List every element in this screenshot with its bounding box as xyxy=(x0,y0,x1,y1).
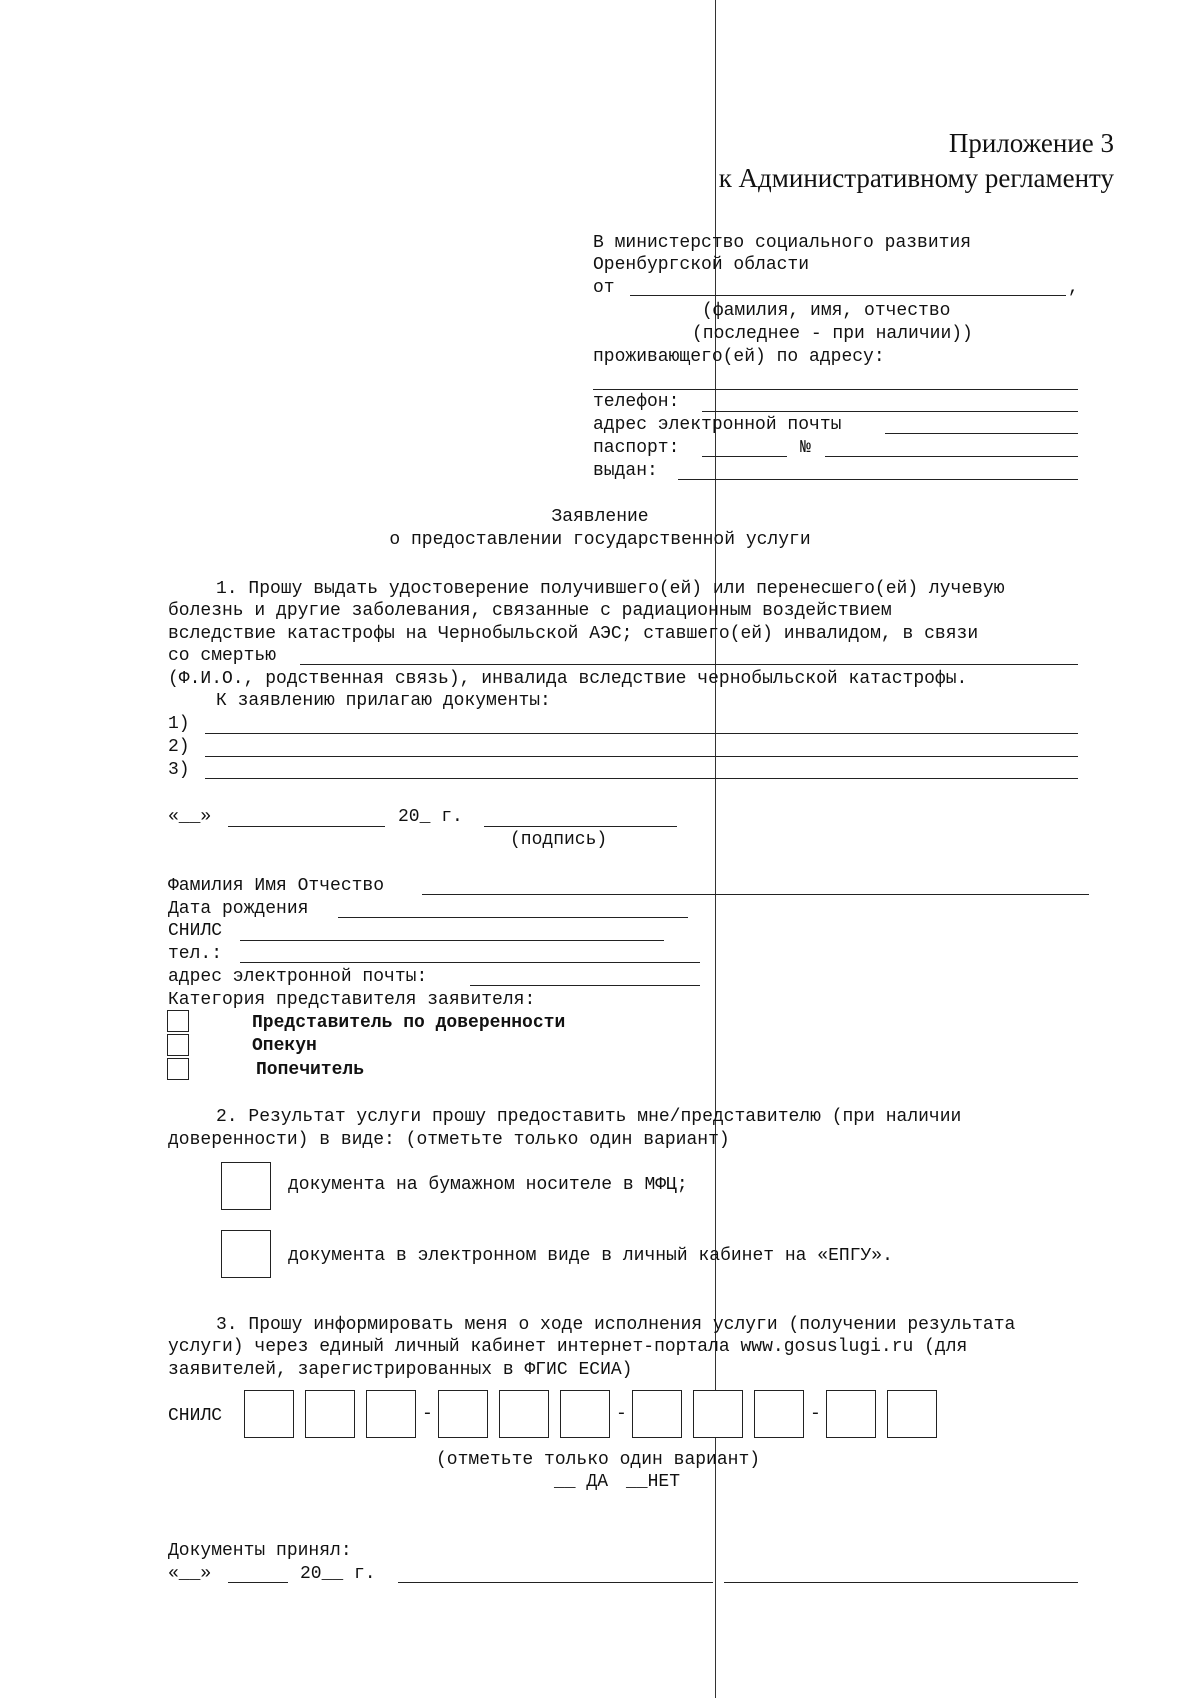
attach-item-1: 1) xyxy=(168,714,190,734)
accepted-signature-field[interactable] xyxy=(398,1582,713,1583)
rep-birth-label: Дата рождения xyxy=(168,899,309,919)
snils-grid-label: СНИЛС xyxy=(168,1406,223,1426)
section1-line3: вследствие катастрофы на Чернобыльской АЭС; ставшего(ей) инвалидом, в связи xyxy=(168,624,979,644)
rep-tel-field[interactable] xyxy=(240,962,700,963)
snils-digit-box[interactable] xyxy=(632,1390,682,1438)
phone-field[interactable] xyxy=(702,411,1078,412)
date-day: «__» xyxy=(168,807,212,827)
appendix-line1: Приложение 3 xyxy=(948,128,1114,158)
rep-tel-label: тел.: xyxy=(168,944,223,964)
snils-dash: - xyxy=(616,1404,627,1424)
result-paper-checkbox[interactable] xyxy=(221,1162,271,1210)
signature-hint: (подпись) xyxy=(510,830,608,850)
email-field[interactable] xyxy=(885,433,1078,434)
issued-field[interactable] xyxy=(678,479,1078,480)
section3-line1: 3. Прошу информировать меня о ходе исполнения услуги (получении результата xyxy=(216,1315,1016,1335)
date-year: 20_ г. xyxy=(398,807,463,827)
snils-digit-box[interactable] xyxy=(560,1390,610,1438)
category-checkbox-proxy[interactable] xyxy=(167,1010,189,1032)
attach-field-3[interactable] xyxy=(205,778,1078,779)
section1-line2: болезнь и другие заболевания, связанные с радиационным воздействием xyxy=(168,601,892,621)
appendix-line2: к Административному регламенту xyxy=(718,163,1114,193)
number-sign: № xyxy=(800,438,811,458)
snils-digit-box[interactable] xyxy=(887,1390,937,1438)
snils-digit-box[interactable] xyxy=(438,1390,488,1438)
passport-number-field[interactable] xyxy=(825,456,1078,457)
rep-category-label: Категория представителя заявителя: xyxy=(168,990,536,1010)
fio-hint-1: (фамилия, имя, отчество xyxy=(702,301,951,321)
phone-label: телефон: xyxy=(593,392,680,412)
accepted-label: Документы принял: xyxy=(168,1541,352,1561)
snils-digit-box[interactable] xyxy=(366,1390,416,1438)
date-month-field[interactable] xyxy=(228,826,385,827)
yes-option[interactable]: __ ДА xyxy=(554,1472,609,1492)
document-title: Заявление xyxy=(551,507,649,527)
rep-email-label: адрес электронной почты: xyxy=(168,967,428,987)
passport-label: паспорт: xyxy=(593,438,680,458)
no-option[interactable]: __НЕТ xyxy=(626,1472,681,1492)
result-electronic-label: документа в электронном виде в личный кабинет на «ЕПГУ». xyxy=(288,1246,893,1266)
from-name-field[interactable] xyxy=(630,295,1066,296)
rep-fio-field[interactable] xyxy=(422,894,1089,895)
category-trustee-label: Попечитель xyxy=(256,1060,365,1080)
section3-line2: услуги) через единый личный кабинет интернет-портала www.gosuslugi.ru (для xyxy=(168,1337,968,1357)
address-field[interactable] xyxy=(593,389,1078,390)
rep-email-field[interactable] xyxy=(470,985,700,986)
from-label: от xyxy=(593,278,615,298)
accepted-year: 20__ г. xyxy=(300,1564,376,1584)
accepted-month-field[interactable] xyxy=(228,1582,288,1583)
accepted-day: «__» xyxy=(168,1564,212,1584)
accepted-name-field[interactable] xyxy=(724,1582,1078,1583)
attach-field-2[interactable] xyxy=(205,756,1078,757)
section1-line1: 1. Прошу выдать удостоверение получившего(ей) или перенесшего(ей) лучевую xyxy=(216,579,1005,599)
section1-line4: со смертью xyxy=(168,646,277,666)
snils-dash: - xyxy=(810,1404,821,1424)
email-label: адрес электронной почты xyxy=(593,415,842,435)
attach-item-2: 2) xyxy=(168,737,190,757)
category-proxy-label: Представитель по доверенности xyxy=(252,1013,566,1033)
rep-snils-field[interactable] xyxy=(240,940,664,941)
signature-field[interactable] xyxy=(484,826,677,827)
addressee-line2: Оренбургской области xyxy=(593,255,810,275)
result-paper-label: документа на бумажном носителе в МФЦ; xyxy=(288,1175,688,1195)
snils-digit-box[interactable] xyxy=(754,1390,804,1438)
result-electronic-checkbox[interactable] xyxy=(221,1230,271,1278)
category-guardian-label: Опекун xyxy=(252,1036,317,1056)
fio-hint-2: (последнее - при наличии)) xyxy=(692,324,973,344)
attach-label: К заявлению прилагаю документы: xyxy=(216,691,551,711)
snils-dash: - xyxy=(422,1404,433,1424)
snils-digit-box[interactable] xyxy=(499,1390,549,1438)
snils-digit-box[interactable] xyxy=(305,1390,355,1438)
snils-digit-box[interactable] xyxy=(693,1390,743,1438)
rep-fio-label: Фамилия Имя Отчество xyxy=(168,876,385,896)
address-label: проживающего(ей) по адресу: xyxy=(593,347,885,367)
deceased-field[interactable] xyxy=(300,664,1078,665)
issued-label: выдан: xyxy=(593,461,658,481)
section3-line3: заявителей, зарегистрированных в ФГИС ЕСИА) xyxy=(168,1360,633,1380)
section2-line1: 2. Результат услуги прошу предоставить мне/представителю (при наличии xyxy=(216,1107,962,1127)
passport-series-field[interactable] xyxy=(702,456,787,457)
choose-hint: (отметьте только один вариант) xyxy=(436,1450,761,1470)
category-checkbox-guardian[interactable] xyxy=(167,1034,189,1056)
document-subtitle: о предоставлении государственной услуги xyxy=(389,530,811,550)
category-checkbox-trustee[interactable] xyxy=(167,1058,189,1080)
section2-line2: доверенности) в виде: (отметьте только один вариант) xyxy=(168,1130,730,1150)
attach-field-1[interactable] xyxy=(205,733,1078,734)
addressee-line1: В министерство социального развития xyxy=(593,233,972,253)
rep-birth-field[interactable] xyxy=(338,917,688,918)
section1-line5: (Ф.И.О., родственная связь), инвалида вследствие чернобыльской катастрофы. xyxy=(168,669,968,689)
rep-snils-label: СНИЛС xyxy=(168,921,223,941)
attach-item-3: 3) xyxy=(168,760,190,780)
snils-digit-box[interactable] xyxy=(244,1390,294,1438)
snils-digit-box[interactable] xyxy=(826,1390,876,1438)
